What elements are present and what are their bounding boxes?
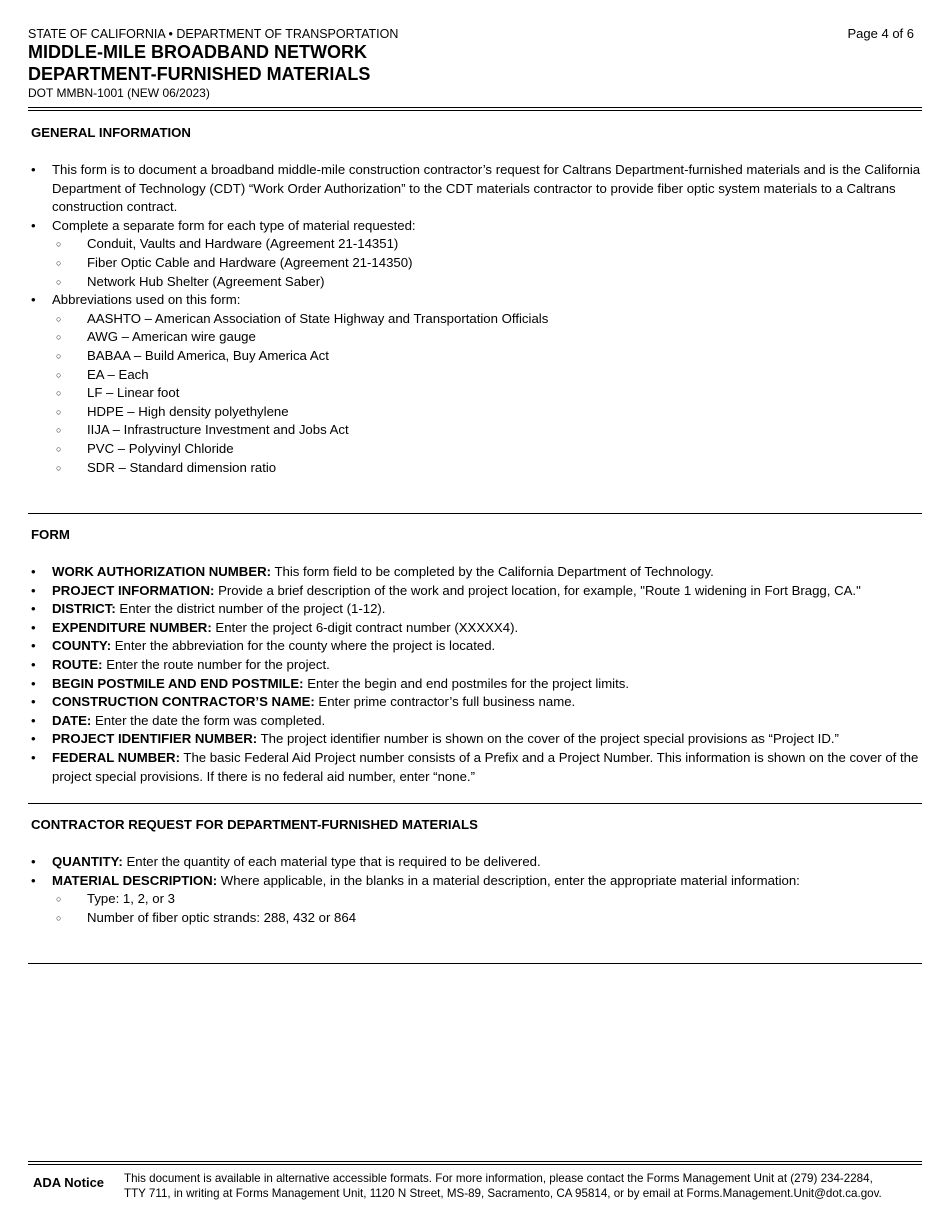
list-item bbox=[28, 582, 922, 601]
list-item bbox=[28, 619, 922, 638]
abbreviations-intro: Abbreviations used on this form: bbox=[52, 292, 241, 308]
material-types-list bbox=[52, 235, 922, 291]
field-description: Enter the quantity of each material type that is required to be delivered. bbox=[122, 854, 541, 869]
page-number: Page 4 of 6 bbox=[847, 26, 914, 41]
field-label: QUANTITY: bbox=[52, 854, 123, 869]
contractor-request-title: CONTRACTOR REQUEST FOR DEPARTMENT-FURNISHED MATERIALS bbox=[31, 817, 478, 832]
header-divider bbox=[28, 107, 922, 111]
field-description: The project identifier number is shown on the cover of the project special provisions as “Project ID.” bbox=[257, 731, 839, 747]
ada-notice-line-1: This document is available in alternative accessible formats. For more information, please contact the Forms Management Unit at (279) 234-2284, bbox=[124, 1172, 873, 1185]
section-divider bbox=[28, 963, 922, 964]
intro-text: This form is to document a broadband middle-mile construction contractor’s request for Caltrans Department-furnished materials and is the California Department of Technology (CDT) “Work Order Authorization” to the CDT materials contractor to provide fiber optic system materials to a Caltrans construction contract. bbox=[52, 162, 921, 215]
abbreviations-list bbox=[52, 310, 922, 477]
list-item bbox=[28, 693, 922, 712]
field-label: COUNTY: bbox=[52, 638, 112, 654]
field-label: PROJECT IDENTIFIER NUMBER: bbox=[52, 731, 258, 747]
general-information-title: GENERAL INFORMATION bbox=[31, 125, 191, 140]
form-section bbox=[28, 527, 922, 786]
agency-line: STATE OF CALIFORNIA • DEPARTMENT OF TRANSPORTATION bbox=[28, 27, 399, 41]
field-description: Enter the project 6-digit contract number (XXXXX4). bbox=[211, 619, 519, 635]
field-label: WORK AUTHORIZATION NUMBER: bbox=[52, 564, 272, 579]
list-item: ○ PVC – Polyvinyl Chloride bbox=[28, 440, 922, 459]
field-description: Enter the abbreviation for the county where the project is located. bbox=[111, 638, 496, 654]
list-item: ○ Conduit, Vaults and Hardware (Agreement 21-14351) bbox=[28, 235, 922, 254]
field-description: Enter the district number of the project (1-12). bbox=[115, 601, 386, 617]
ada-notice-line-2: TTY 711, in writing at Forms Management Unit, 1120 N Street, MS-89, Sacramento, CA 95814, or by email at Forms.Management.Unit@dot.ca.gov. bbox=[124, 1187, 882, 1200]
list-item: ○ EA – Each bbox=[28, 366, 922, 385]
list-item: ○ LF – Linear foot bbox=[28, 384, 922, 403]
form-title-line-1: MIDDLE-MILE BROADBAND NETWORK bbox=[28, 42, 367, 62]
list-item bbox=[28, 600, 922, 619]
ada-notice-label: ADA Notice bbox=[33, 1175, 105, 1190]
list-item: ○ AWG – American wire gauge bbox=[28, 328, 922, 347]
list-item bbox=[28, 872, 922, 928]
list-item bbox=[28, 161, 922, 217]
list-item: ○ Number of fiber optic strands: 288, 432 or 864 bbox=[28, 909, 922, 928]
list-item bbox=[28, 637, 922, 656]
contractor-request-section bbox=[28, 817, 922, 927]
field-label: PROJECT INFORMATION: bbox=[52, 582, 215, 598]
field-label: MATERIAL DESCRIPTION: bbox=[52, 872, 218, 888]
field-description: Enter the begin and end postmiles for the project limits. bbox=[303, 675, 630, 691]
field-label: BEGIN POSTMILE AND END POSTMILE: bbox=[52, 675, 304, 691]
section-divider bbox=[28, 513, 922, 514]
form-section-title: FORM bbox=[31, 527, 70, 542]
field-description: Provide a brief description of the work and project location, for example, "Route 1 widening in Fort Bragg, CA." bbox=[214, 582, 861, 598]
list-item bbox=[28, 675, 922, 694]
list-item: ○ Fiber Optic Cable and Hardware (Agreement 21-14350) bbox=[28, 254, 922, 273]
list-item: ○ IIJA – Infrastructure Investment and Jobs Act bbox=[28, 421, 922, 440]
list-item: ○ Type: 1, 2, or 3 bbox=[28, 890, 922, 909]
list-item bbox=[28, 291, 922, 477]
list-item bbox=[28, 730, 922, 749]
field-description: The basic Federal Aid Project number consists of a Prefix and a Project Number. This information is shown on the cover of the project special provisions. If there is no federal aid number, enter “none.” bbox=[52, 749, 919, 784]
general-information-list bbox=[28, 161, 922, 477]
list-item bbox=[28, 749, 922, 786]
section-divider bbox=[28, 803, 922, 804]
list-item: ○ BABAA – Build America, Buy America Act bbox=[28, 347, 922, 366]
form-header bbox=[28, 27, 922, 101]
ada-notice-text bbox=[124, 1171, 914, 1201]
field-label: CONSTRUCTION CONTRACTOR’S NAME: bbox=[52, 694, 315, 710]
list-item bbox=[28, 853, 922, 872]
form-fields-list bbox=[28, 563, 922, 786]
field-label: ROUTE: bbox=[52, 656, 103, 672]
material-description-list bbox=[52, 890, 922, 927]
field-label: DATE: bbox=[52, 712, 92, 728]
field-label: DISTRICT: bbox=[52, 601, 116, 617]
separate-form-text: Complete a separate form for each type of material requested: bbox=[52, 217, 416, 233]
field-description: Enter prime contractor’s full business name. bbox=[314, 694, 576, 710]
field-description: Where applicable, in the blanks in a material description, enter the appropriate material information: bbox=[217, 872, 800, 888]
field-description: Enter the date the form was completed. bbox=[91, 712, 326, 728]
list-item bbox=[28, 656, 922, 675]
list-item bbox=[28, 563, 922, 582]
list-item: ○ SDR – Standard dimension ratio bbox=[28, 459, 922, 478]
general-information-section bbox=[28, 125, 922, 477]
field-description: This form field to be completed by the California Department of Technology. bbox=[271, 564, 714, 579]
list-item bbox=[28, 712, 922, 731]
list-item: ○ AASHTO – American Association of State Highway and Transportation Officials bbox=[28, 310, 922, 329]
list-item: ○ HDPE – High density polyethylene bbox=[28, 403, 922, 422]
contractor-request-list bbox=[28, 853, 922, 927]
form-title-line-2: DEPARTMENT-FURNISHED MATERIALS bbox=[28, 64, 371, 84]
field-description: Enter the route number for the project. bbox=[102, 656, 330, 672]
list-item: ○ Network Hub Shelter (Agreement Saber) bbox=[28, 273, 922, 292]
field-label: EXPENDITURE NUMBER: bbox=[52, 619, 212, 635]
footer-divider bbox=[28, 1161, 922, 1165]
field-label: FEDERAL NUMBER: bbox=[52, 749, 180, 765]
list-item bbox=[28, 217, 922, 291]
form-number: DOT MMBN-1001 (NEW 06/2023) bbox=[28, 86, 210, 100]
